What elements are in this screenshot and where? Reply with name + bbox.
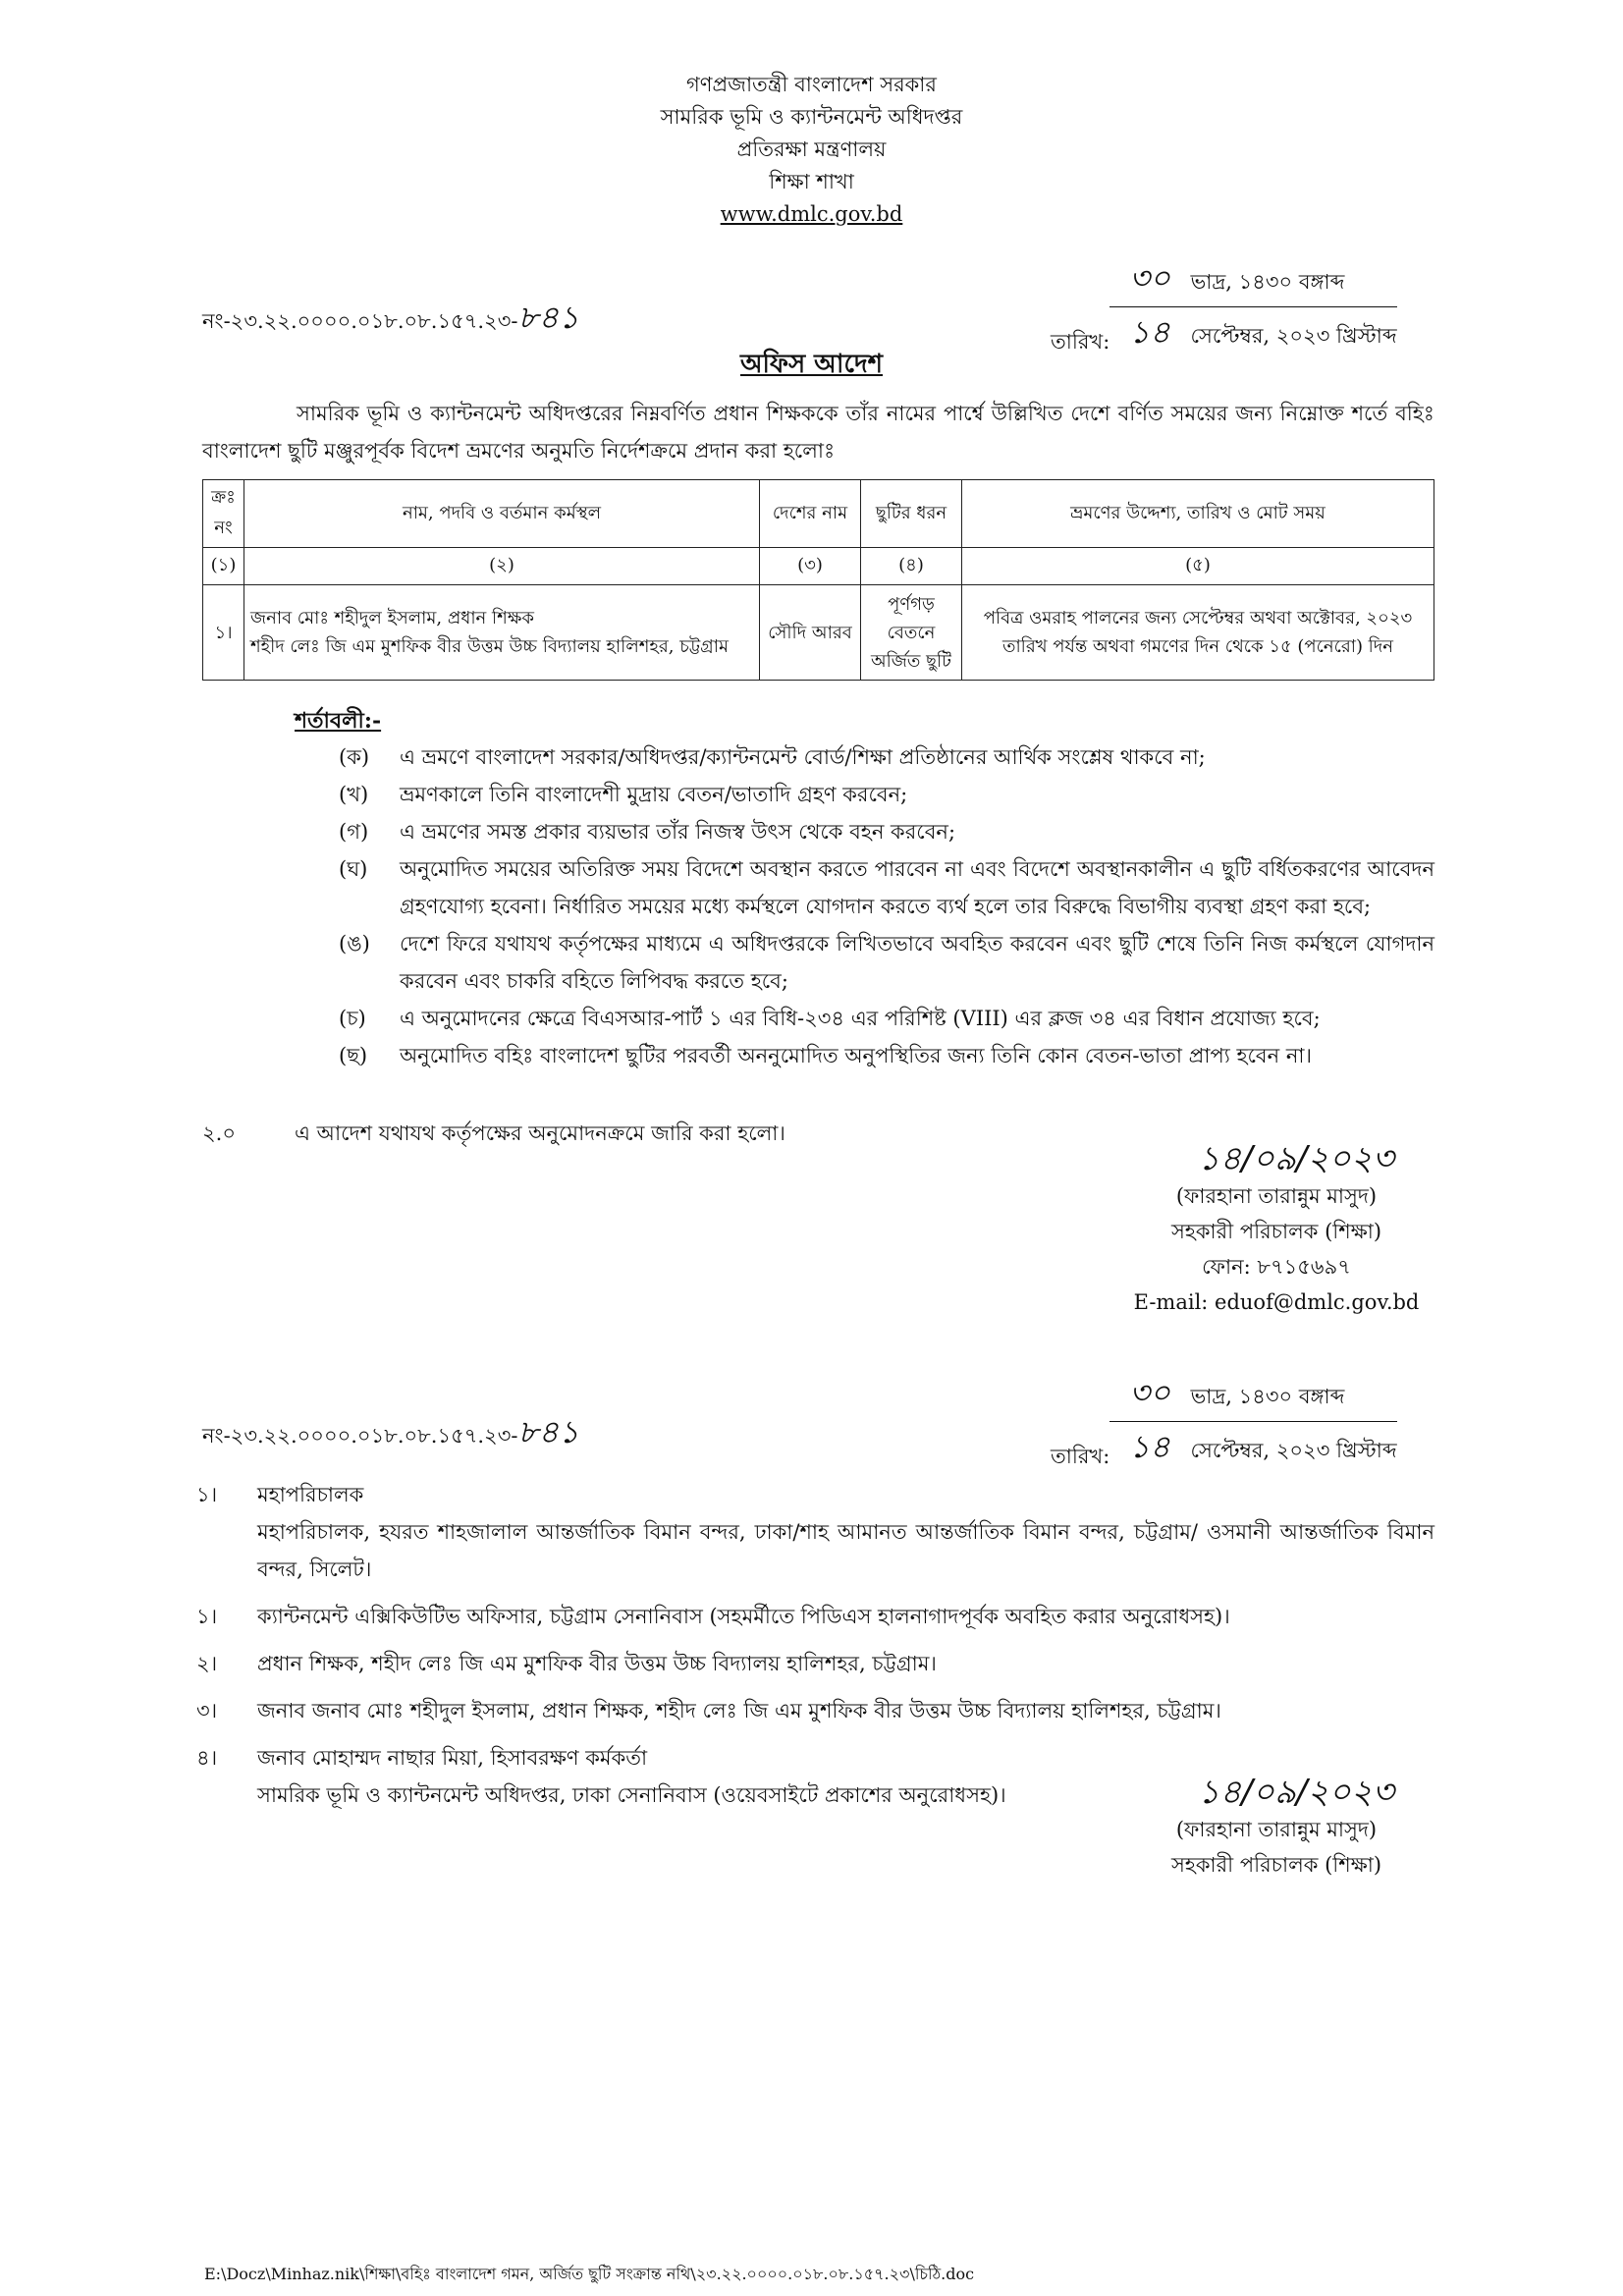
english-day-handwritten: ১৪ xyxy=(1129,1428,1170,1465)
signature-block xyxy=(1090,1139,1463,1320)
condition-text: এ ভ্রমণের সমস্ত প্রকার ব্যয়ভার তাঁর নিজস্ব উৎস থেকে বহন করবেন; xyxy=(400,820,956,844)
memo-date-2 xyxy=(1051,1368,1397,1475)
col-number: (১) xyxy=(203,548,244,585)
memo-number-text: নং-২৩.২২.০০০০.০১৮.০৮.১৫৭.২৩- xyxy=(202,309,518,333)
list-text: জনাব মোহাম্মদ নাছার মিয়া, হিসাবরক্ষণ কর্মকর্তা xyxy=(257,1746,648,1770)
list-text: ক্যান্টনমেন্ট এক্সিকিউটিভ অফিসার, চট্টগ্রাম সেনানিবাস (সহমর্মীতে পিডিএস হালনাগাদপূর্বক অবহিত করার অনুরোধসহ)। xyxy=(257,1605,1230,1628)
date-label: তারিখ: xyxy=(1051,1445,1110,1468)
signature-handwritten: ১৪/০৯/২০২৩ xyxy=(1198,1139,1394,1178)
file-path-footer: E:\Docz\Minhaz.nik\শিক্ষা\বহিঃ বাংলাদেশ গমন, অর্জিত ছুটি সংক্রান্ত নথি\২৩.২২.০০০০.০১৮.০৮.১৫৭.২৩\চিঠি.doc xyxy=(204,2265,975,2283)
condition-label: (ঙ) xyxy=(339,932,370,956)
govt-name: গণপ্রজাতন্ত্রী বাংলাদেশ সরকার xyxy=(686,73,937,96)
letterhead xyxy=(0,69,1623,231)
signatory-email: E-mail: eduof@dmlc.gov.bd xyxy=(1133,1290,1420,1314)
list-item xyxy=(196,1476,1434,1588)
cell-country: সৌদি আরব xyxy=(760,585,861,681)
condition-text: অনুমোদিত সময়ের অতিরিক্ত সময় বিদেশে অবস্থান করতে পারবেন না এবং বিদেশে অবস্থানকালীন এ ছুটি বর্ধিতকরণের আবেদন গ্রহণযোগ্য হবেনা। নির্ধারিত সময়ের মধ্যে কর্মস্থলে যোগদান করতে ব্যর্থ হলে তার বিরুদ্ধে বিভাগীয় ব্যবস্থা গ্রহণ করা হবে; xyxy=(400,857,1434,918)
para2-number: ২.০ xyxy=(202,1121,236,1145)
condition-item xyxy=(339,776,1434,813)
list-number: ১। xyxy=(196,1483,218,1506)
ministry-name: প্রতিরক্ষা মন্ত্রণালয় xyxy=(736,137,887,161)
memo-number-text: নং-২৩.২২.০০০০.০১৮.০৮.১৫৭.২৩- xyxy=(202,1424,518,1448)
memo-number-handwritten: ৮৪১ xyxy=(517,299,579,336)
list-text: মহাপরিচালক, হযরত শাহজালাল আন্তর্জাতিক বিমান বন্দর, ঢাকা/শাহ আমানত আন্তর্জাতিক বিমান বন্দর, চট্টগ্রাম/ ওসমানী আন্তর্জাতিক বিমান বন্দর, সিলেট। xyxy=(257,1520,1434,1581)
list-number: ১। xyxy=(196,1605,218,1628)
distribution-list xyxy=(196,1476,1434,1824)
condition-item xyxy=(339,738,1434,776)
conditions-title: শর্তাবলী:- xyxy=(295,708,382,734)
col-number: (৫) xyxy=(962,548,1434,585)
para2-text: এ আদেশ যথাযথ কর্তৃপক্ষের অনুমোদনক্রমে জারি করা হলো। xyxy=(295,1121,785,1145)
signatory-name: (ফারহানা তারান্নুম মাসুদ) xyxy=(1175,1818,1378,1841)
list-text: জনাব জনাব মোঃ শহীদুল ইসলাম, প্রধান শিক্ষক, শহীদ লেঃ জি এম মুশফিক বীর উত্তম উচ্চ বিদ্যালয় হালিশহর, চট্টগ্রাম। xyxy=(257,1699,1221,1722)
signature-block-2 xyxy=(1090,1773,1463,1883)
condition-item xyxy=(339,1000,1434,1037)
condition-text: এ অনুমোদনের ক্ষেত্রে বিএসআর-পার্ট ১ এর বিধি-২৩৪ এর পরিশিষ্ট (VIII) এর ক্লজ ৩৪ এর বিধান প্রযোজ্য হবে; xyxy=(400,1007,1321,1030)
cell-name xyxy=(244,585,760,681)
section-name: শিক্ষা শাখা xyxy=(769,170,854,193)
col-number: (২) xyxy=(244,548,760,585)
list-number: ৪। xyxy=(196,1746,218,1770)
col-header-leave: ছুটির ধরন xyxy=(861,480,962,548)
bangla-day-handwritten: ৩০ xyxy=(1129,1374,1170,1411)
intro-paragraph: সামরিক ভূমি ও ক্যান্টনমেন্ট অধিদপ্তরের নিম্নবর্ণিত প্রধান শিক্ষককে তাঁর নামের পার্শ্বে উল্লিখিত দেশে বর্ণিত সময়ের জন্য নিম্নোক্ত শর্তে বহিঃ বাংলাদেশ ছুটি মঞ্জুরপূর্বক বিদেশ ভ্রমণের অনুমতি নির্দেশক্রমে প্রদান করা হলোঃ xyxy=(202,402,1434,463)
signatory-designation: সহকারী পরিচালক (শিক্ষা) xyxy=(1170,1853,1382,1877)
list-item xyxy=(196,1645,1434,1682)
conditions-list xyxy=(339,738,1434,1074)
signatory-name: (ফারহানা তারান্নুম মাসুদ) xyxy=(1175,1184,1378,1208)
cell-name-line: জনাব মোঃ শহীদুল ইসলাম, প্রধান শিক্ষক xyxy=(250,608,534,629)
memo-number xyxy=(202,293,579,346)
condition-text: এ ভ্রমণে বাংলাদেশ সরকার/অধিদপ্তর/ক্যান্টনমেন্ট বোর্ড/শিক্ষা প্রতিষ্ঠানের আর্থিক সংশ্লেষ থাকবে না; xyxy=(400,745,1206,769)
condition-label: (ক) xyxy=(339,745,370,769)
table-header-row xyxy=(203,480,1434,548)
cell-workplace-line: শহীদ লেঃ জি এম মুশফিক বীর উত্তম উচ্চ বিদ্যালয় হালিশহর, চট্টগ্রাম xyxy=(250,636,729,657)
condition-item xyxy=(339,813,1434,850)
condition-label: (ছ) xyxy=(339,1044,368,1067)
cell-leave-type: পূর্ণগড় বেতনে অর্জিত ছুটি xyxy=(861,585,962,681)
col-number: (৪) xyxy=(861,548,962,585)
office-order-title: অফিস আদেশ xyxy=(739,350,883,379)
condition-text: অনুমোদিত বহিঃ বাংলাদেশ ছুটির পরবর্তী অননুমোদিত অনুপস্থিতির জন্য তিনি কোন বেতন-ভাতা প্রাপ্য হবেন না। xyxy=(400,1044,1312,1067)
col-header-country: দেশের নাম xyxy=(760,480,861,548)
list-text: সামরিক ভূমি ও ক্যান্টনমেন্ট অধিদপ্তর, ঢাকা সেনানিবাস (ওয়েবসাইটে প্রকাশের অনুরোধসহ)। xyxy=(257,1783,1006,1807)
condition-label: (ঘ) xyxy=(339,857,368,881)
condition-text: ভ্রমণকালে তিনি বাংলাদেশী মুদ্রায় বেতন/ভাতাদি গ্রহণ করবেন; xyxy=(400,783,908,806)
travel-permission-table xyxy=(202,479,1434,681)
list-item xyxy=(196,1598,1434,1635)
condition-label: (চ) xyxy=(339,1007,366,1030)
col-number: (৩) xyxy=(760,548,861,585)
list-text: প্রধান শিক্ষক, শহীদ লেঃ জি এম মুশফিক বীর উত্তম উচ্চ বিদ্যালয় হালিশহর, চট্টগ্রাম। xyxy=(257,1652,937,1675)
department-name: সামরিক ভূমি ও ক্যান্টনমেন্ট অধিদপ্তর xyxy=(660,105,963,129)
date-label: তারিখ: xyxy=(1051,330,1110,354)
cell-serial: ১। xyxy=(203,585,244,681)
list-number: ২। xyxy=(196,1652,218,1675)
signatory-designation: সহকারী পরিচালক (শিক্ষা) xyxy=(1170,1220,1382,1243)
col-header-serial: ক্রঃ নং xyxy=(203,480,244,548)
english-date: সেপ্টেম্বর, ২০২৩ খ্রিস্টাব্দ xyxy=(1190,324,1397,348)
condition-item xyxy=(339,925,1434,1000)
signature-handwritten: ১৪/০৯/২০২৩ xyxy=(1198,1773,1394,1812)
bangla-date: ভাদ্র, ১৪৩০ বঙ্গাব্দ xyxy=(1190,270,1345,294)
bangla-date: ভাদ্র, ১৪৩০ বঙ্গাব্দ xyxy=(1190,1385,1345,1408)
memo-number-handwritten: ৮৪১ xyxy=(517,1413,579,1450)
list-item xyxy=(196,1692,1434,1729)
condition-label: (গ) xyxy=(339,820,369,844)
condition-item xyxy=(339,850,1434,925)
condition-item xyxy=(339,1037,1434,1074)
table-number-row xyxy=(203,548,1434,585)
list-number: ৩। xyxy=(196,1699,218,1722)
list-text: মহাপরিচালক xyxy=(257,1483,364,1506)
condition-text: দেশে ফিরে যথাযথ কর্তৃপক্ষের মাধ্যমে এ অধিদপ্তরকে লিখিতভাবে অবহিত করবেন এবং ছুটি শেষে তিনি নিজ কর্মস্থলে যোগদান করবেন এবং চাকরি বহিতে লিপিবদ্ধ করতে হবে; xyxy=(400,932,1434,993)
english-day-handwritten: ১৪ xyxy=(1129,313,1170,351)
condition-label: (খ) xyxy=(339,783,369,806)
signatory-phone: ফোন: ৮৭১৫৬৯৭ xyxy=(1202,1255,1351,1279)
cell-purpose: পবিত্র ওমরাহ পালনের জন্য সেপ্টেম্বর অথবা অক্টোবর, ২০২৩ তারিখ পর্যন্ত অথবা গমণের দিন থেকে ১৫ (পনেরো) দিন xyxy=(962,585,1434,681)
table-row xyxy=(203,585,1434,681)
col-header-purpose: ভ্রমণের উদ্দেশ্য, তারিখ ও মোট সময় xyxy=(962,480,1434,548)
memo-number-2 xyxy=(202,1407,579,1460)
bangla-day-handwritten: ৩০ xyxy=(1129,259,1170,297)
col-header-name: নাম, পদবি ও বর্তমান কর্মস্থল xyxy=(244,480,760,548)
website-link[interactable]: www.dmlc.gov.bd xyxy=(720,202,903,226)
english-date: সেপ্টেম্বর, ২০২৩ খ্রিস্টাব্দ xyxy=(1190,1439,1397,1462)
